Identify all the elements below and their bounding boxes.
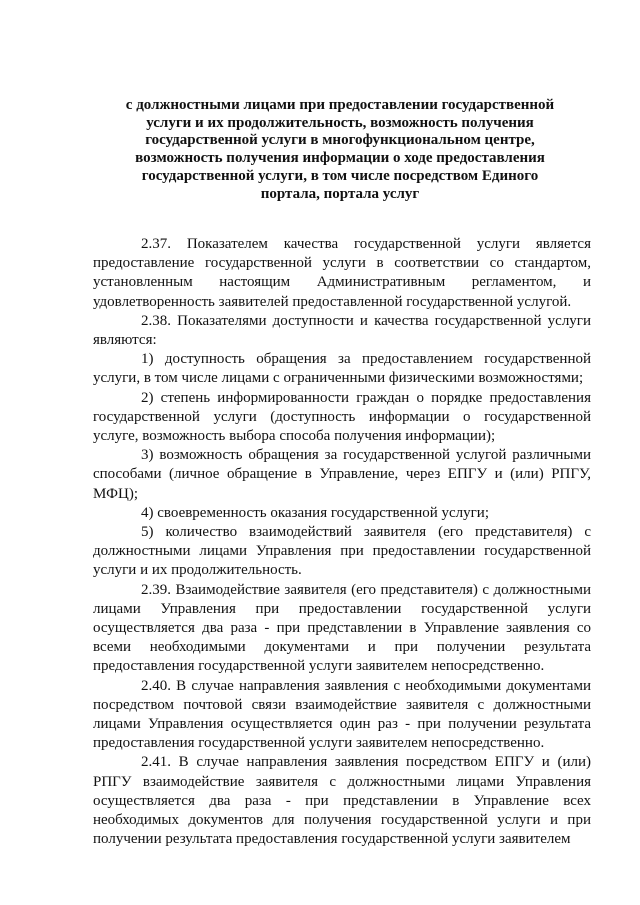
section-heading [90, 97, 590, 203]
heading-line: государственной услуги в многофункциональном центре, [145, 132, 535, 149]
heading-line: возможность получения информации о ходе предоставления [135, 150, 545, 167]
paragraph-2-37: 2.37. Показателем качества государственной услуги является предоставление государственной услуги в соответствии со стандартом, установленным настоящим Административным регламентом, и удовлетворенность заявителей предоставленной государственной услугой. [93, 236, 591, 310]
list-item-4: 4) своевременность оказания государственной услуги; [141, 504, 489, 521]
heading-line: портала, портала услуг [260, 185, 420, 202]
heading-line: государственной услуги, в том числе посредством Единого [141, 167, 539, 184]
list-item-3: 3) возможность обращения за государственной услугой различными способами (личное обращение в Управление, через ЕПГУ и (или) РПГУ, МФЦ); [93, 447, 591, 502]
heading-line: с должностными лицами при предоставлении государственной [125, 97, 555, 113]
document-body [93, 235, 591, 850]
paragraph-2-41: 2.41. В случае направления заявления посредством ЕПГУ и (или) РПГУ взаимодействие заявителя с должностными лицами Управления осуществляется два раза - при представлении в Управление всех необходимых документов для получения государственной услуги и при получении результата предоставления государственной услуги заявителем [93, 754, 591, 848]
list-item-5: 5) количество взаимодействий заявителя (его представителя) с должностными лицами Управления при предоставлении государственной услуги и их продолжительность. [93, 524, 591, 579]
heading-line: услуги и их продолжительность, возможность получения [146, 114, 534, 131]
list-item-1: 1) доступность обращения за предоставлением государственной услуги, в том числе лицами с ограниченными физическими возможностями; [93, 351, 591, 387]
list-item-2: 2) степень информированности граждан о порядке предоставления государственной услуги (доступность информации о государственной услуге, возможность выбора способа получения информации); [93, 389, 591, 445]
paragraph-2-38: 2.38. Показателями доступности и качества государственной услуги являются: [93, 312, 591, 349]
paragraph-2-39: 2.39. Взаимодействие заявителя (его представителя) с должностными лицами Управления при предоставлении государственной услуги осуществляется два раза - при представлении в Управление заявления со всеми необходимыми документами и при получении результата предоставления государственной услуги заявителем непосредственно. [93, 581, 591, 675]
paragraph-2-40: 2.40. В случае направления заявления с необходимыми документами посредством почтовой связи взаимодействие заявителя с должностными лицами Управления осуществляется один раз - при получении результата предоставления государственной услуги заявителем непосредственно. [93, 677, 591, 752]
